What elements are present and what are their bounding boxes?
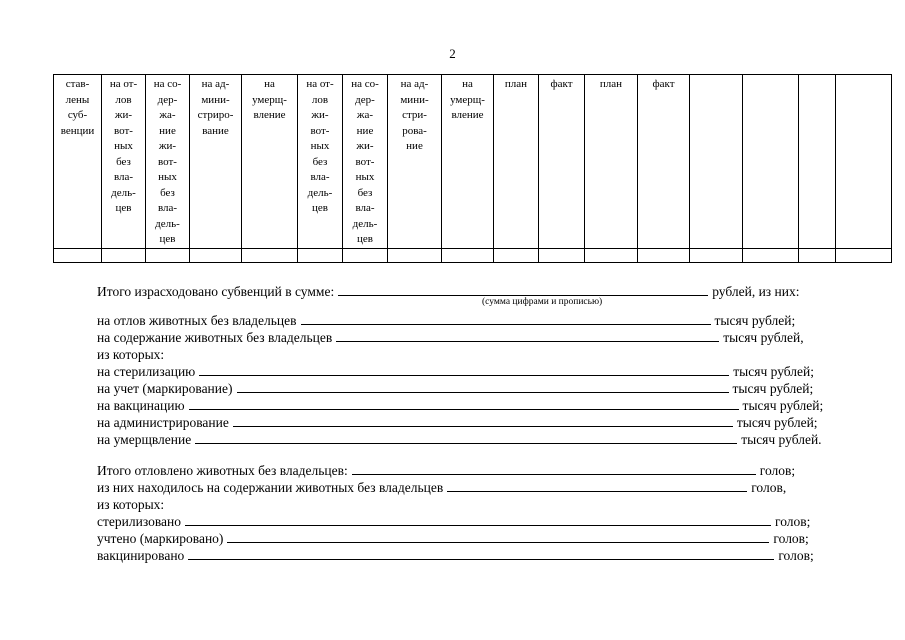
header-cell-line: вла- [157, 202, 178, 214]
header-cell-line: цев [312, 202, 328, 214]
header-cell-line: дель- [111, 186, 136, 199]
header-cell-line: цев [357, 233, 373, 245]
keeping-line [97, 329, 804, 346]
animals-of-which-label: из которых: [97, 497, 165, 512]
header-cell-line: жи- [158, 140, 177, 152]
header-cell-line: рова- [402, 124, 427, 137]
header-cell-line: без [357, 186, 373, 199]
header-cell-line: вла- [310, 171, 330, 183]
header-cell-line: вание [202, 124, 229, 137]
header-cell-line: умерщ- [252, 93, 287, 106]
header-cell-line: венции [60, 124, 95, 137]
header-cell-line: на ад- [400, 78, 429, 90]
animals-total-suffix: голов; [759, 463, 796, 478]
keeping-suffix: тысяч рублей, [723, 330, 804, 345]
header-cell-line: лены [65, 93, 90, 106]
vaccination-label: на вакцинацию [97, 398, 185, 413]
vaccination-field[interactable] [189, 397, 739, 410]
header-cell-line: стри- [402, 109, 427, 121]
header-cell-line: без [160, 186, 175, 199]
header-cell-line: факт [550, 78, 573, 90]
catching-suffix: тысяч рублей; [714, 313, 796, 328]
header-cell-line: дель- [352, 217, 378, 230]
keeping-field[interactable] [336, 329, 719, 342]
header-cell-line: дель- [155, 217, 180, 230]
animals-of-which [97, 496, 164, 513]
spending-total-suffix: рублей, из них: [712, 284, 800, 299]
header-cell-line: жи- [114, 109, 133, 121]
spending-of-which [97, 346, 164, 363]
header-cell-line: дер- [355, 93, 375, 106]
sterilization-label: на стерилизацию [97, 364, 196, 379]
header-cell-line: план [599, 78, 623, 90]
header-cell-line: умерщ- [450, 93, 485, 106]
marking-line [97, 380, 813, 397]
header-cell-line: став- [65, 78, 90, 90]
sterilized-field[interactable] [185, 513, 771, 526]
marked-label: учтено (маркировано) [97, 531, 224, 546]
sterilized-line [97, 513, 810, 530]
euthanasia-field[interactable] [195, 431, 737, 444]
vaccinated-field[interactable] [188, 547, 774, 560]
header-cell-line: жа- [356, 109, 374, 121]
vaccinated-suffix: голов; [778, 548, 814, 563]
euthanasia-label: на умерщвление [97, 432, 192, 447]
header-cell-line: на от- [306, 78, 334, 90]
spending-total-field[interactable] [338, 283, 708, 296]
header-cell-line: на от- [109, 78, 138, 90]
catching-label: на отлов животных без владельцев [97, 313, 297, 328]
vaccinated-label: вакцинировано [97, 548, 185, 563]
vaccination-suffix: тысяч рублей; [742, 398, 824, 413]
administration-line [97, 414, 818, 431]
header-cell-line: ных [355, 171, 375, 183]
animals-kept-suffix: голов, [751, 480, 787, 495]
header-cell-line: мини- [201, 93, 230, 106]
header-cell-line: вление [253, 109, 286, 121]
header-cell-line: цев [115, 202, 132, 214]
header-cell-line: жи- [311, 109, 329, 121]
header-cell-line: на ад- [201, 78, 230, 90]
administration-field[interactable] [233, 414, 733, 427]
animals-kept-label: из них находилось на содержании животных без владельцев [97, 480, 444, 495]
header-cell-line: на [462, 78, 473, 90]
header-cell-line: дель- [307, 186, 333, 199]
header-cell-line: ние [406, 140, 423, 152]
marking-label: на учет (маркирование) [97, 381, 233, 396]
header-cell-line: ние [159, 124, 176, 137]
marked-suffix: голов; [773, 531, 809, 546]
header-cell-line: суб- [67, 109, 88, 121]
header-cell-line: лов [115, 93, 132, 106]
header-cell-line: на со- [153, 78, 182, 90]
sterilization-field[interactable] [199, 363, 729, 376]
header-cell-line: цев [159, 233, 176, 245]
header-cell-line: ние [356, 124, 374, 137]
header-cell-line: вла- [113, 171, 134, 183]
header-cell-line: вот- [310, 124, 330, 137]
header-cell-line: вот- [158, 155, 177, 168]
header-cell-line: без [312, 155, 328, 168]
vaccinated-line [97, 547, 814, 564]
header-cell-line: жа- [159, 109, 176, 121]
spending-total-caption: (сумма цифрами и прописью) [482, 297, 603, 307]
header-cell-line: вла- [355, 202, 375, 214]
header-cell-line: стриро- [197, 109, 234, 121]
header-cell-line: план [504, 78, 528, 90]
sterilized-suffix: голов; [775, 514, 811, 529]
animals-total-field[interactable] [352, 462, 756, 475]
keeping-label: на содержание животных без владельцев [97, 330, 333, 345]
sterilization-line [97, 363, 814, 380]
marked-line [97, 530, 809, 547]
catching-field[interactable] [301, 312, 711, 325]
vaccination-line [97, 397, 823, 414]
header-cell-line: на со- [351, 78, 379, 90]
euthanasia-line [97, 431, 822, 448]
header-cell-line: вот- [114, 124, 133, 137]
marking-field[interactable] [237, 380, 729, 393]
administration-label: на администрирование [97, 415, 229, 430]
header-cell-line: мини- [400, 93, 429, 106]
marked-field[interactable] [227, 530, 769, 543]
spending-total-line [97, 283, 799, 300]
header-cell-line: дер- [157, 93, 178, 106]
animals-kept-field[interactable] [447, 479, 747, 492]
animals-kept-line [97, 479, 786, 496]
header-cell-line: вот- [355, 155, 375, 168]
euthanasia-suffix: тысяч рублей. [741, 432, 822, 447]
catching-line [97, 312, 795, 329]
header-cell-line: жи- [356, 140, 374, 152]
spending-of-which-label: из которых: [97, 347, 165, 362]
header-cell-line: вление [451, 109, 484, 121]
sterilization-suffix: тысяч рублей; [733, 364, 814, 379]
header-cell-line: на [264, 78, 275, 90]
animals-total-line [97, 462, 795, 479]
administration-suffix: тысяч рублей; [736, 415, 818, 430]
header-cell-line: ных [158, 171, 177, 183]
header-cell-line: факт [652, 78, 675, 90]
sterilized-label: стерилизовано [97, 514, 181, 529]
marking-suffix: тысяч рублей; [732, 381, 814, 396]
header-cell-line: ных [310, 140, 330, 152]
animals-total-label: Итого отловлено животных без владельцев: [97, 463, 348, 478]
header-cell-line: лов [311, 93, 329, 106]
header-cell-line: ных [114, 140, 133, 152]
page-number: 2 [449, 46, 456, 61]
header-cell-line: без [116, 155, 131, 168]
spending-total-label: Итого израсходовано субвенций в сумме: [97, 284, 335, 299]
